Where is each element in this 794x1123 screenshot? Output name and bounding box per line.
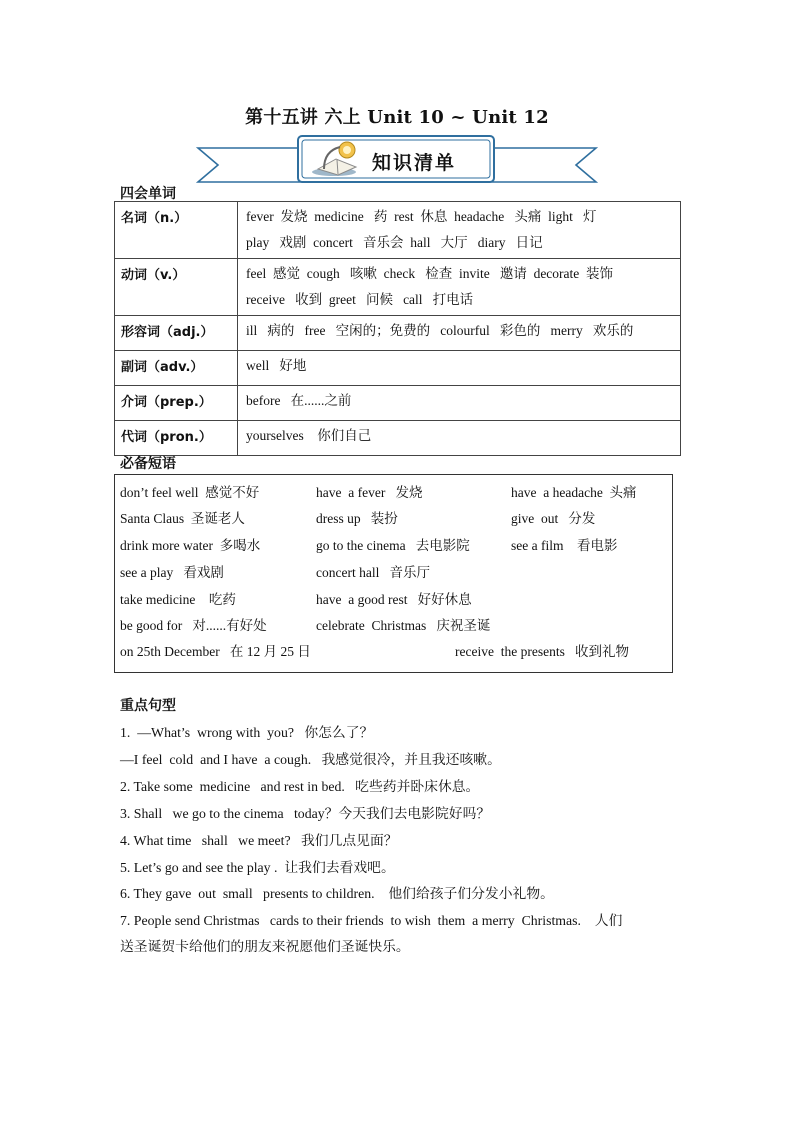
phrase-item: see a film 看电影 — [511, 538, 618, 553]
phrase-item: celebrate Christmas 庆祝圣诞 — [316, 618, 491, 633]
sentence-line: 3. Shall we go to the cinema today？今天我们去电影院好吗？ — [120, 806, 491, 821]
vocab-row-adjective — [115, 316, 681, 351]
pos-label: 介词（prep.） — [115, 386, 238, 421]
vocab-line: receive 收到 greet 问候 call 打电话 — [246, 292, 474, 307]
phrase-item: have a headache 头痛 — [511, 485, 637, 500]
vocab-row-adverb — [115, 351, 681, 386]
phrase-item: dress up 装扮 — [316, 511, 398, 526]
vocab-line: fever 发烧 medicine 药 rest 休息 headache 头痛 light 灯 — [246, 209, 597, 224]
phrase-item: concert hall 音乐厅 — [316, 565, 430, 580]
vocab-row-preposition — [115, 386, 681, 421]
sentence-line: 送圣诞贺卡给他们的朋友来祝愿他们圣诞快乐。 — [120, 939, 410, 954]
page-title: 第十五讲 六上 Unit 10 ~ Unit 12 — [245, 107, 549, 128]
phrase-item: on 25th December 在 12 月 25 日 — [120, 644, 311, 659]
lamp-book-icon — [310, 139, 362, 177]
sentence-line: 5. Let’s go and see the play . 让我们去看戏吧。 — [120, 860, 395, 875]
phrase-item: drink more water 多喝水 — [120, 538, 261, 553]
vocab-line: play 戏剧 concert 音乐会 hall 大厅 diary 日记 — [246, 235, 543, 250]
pos-label: 动词（v.） — [115, 259, 238, 316]
vocabulary-table — [114, 201, 681, 456]
vocab-row-noun — [115, 202, 681, 259]
phrase-item: don’t feel well 感觉不好 — [120, 485, 260, 500]
pos-label: 形容词（adj.） — [115, 316, 238, 351]
vocab-words — [238, 421, 681, 456]
vocabulary-heading: 四会单词 — [120, 186, 176, 202]
vocab-row-verb — [115, 259, 681, 316]
vocab-line: well 好地 — [246, 358, 307, 373]
vocab-words — [238, 259, 681, 316]
pos-label: 副词（adv.） — [115, 351, 238, 386]
banner-label: 知识清单 — [372, 152, 457, 174]
vocab-line: feel 感觉 cough 咳嗽 check 检查 invite 邀请 decorate 装饰 — [246, 266, 614, 281]
phrase-item: be good for 对......有好处 — [120, 618, 267, 633]
phrase-item: have a fever 发烧 — [316, 485, 423, 500]
phrases-heading: 必备短语 — [120, 456, 176, 472]
sentence-line: 4. What time shall we meet? 我们几点见面？ — [120, 833, 398, 848]
sentences-heading: 重点句型 — [120, 698, 176, 714]
phrase-item: take medicine 吃药 — [120, 592, 236, 607]
phrase-item: give out 分发 — [511, 511, 596, 526]
sentence-line: —I feel cold and I have a cough. 我感觉很冷，并且我还咳嗽。 — [120, 752, 501, 767]
vocab-words — [238, 316, 681, 351]
sentence-line: 7. People send Christmas cards to their friends to wish them a merry Christmas. 人们 — [120, 913, 623, 928]
sentence-line: 2. Take some medicine and rest in bed. 吃些药并卧床休息。 — [120, 779, 480, 794]
vocab-line: before 在......之前 — [246, 393, 352, 408]
sentence-line: 1. —What’s wrong with you? 你怎么了？ — [120, 725, 374, 740]
vocab-words — [238, 386, 681, 421]
pos-label: 名词（n.） — [115, 202, 238, 259]
phrase-item: see a play 看戏剧 — [120, 565, 224, 580]
phrase-item: Santa Claus 圣诞老人 — [120, 511, 245, 526]
phrase-item: have a good rest 好好休息 — [316, 592, 472, 607]
vocab-words — [238, 202, 681, 259]
vocab-line: yourselves 你们自己 — [246, 428, 372, 443]
phrase-item: go to the cinema 去电影院 — [316, 538, 470, 553]
vocab-line: ill 病的 free 空闲的；免费的 colourful 彩色的 merry 欢乐的 — [246, 323, 634, 338]
vocab-row-pronoun — [115, 421, 681, 456]
pos-label: 代词（pron.） — [115, 421, 238, 456]
vocab-words — [238, 351, 681, 386]
phrase-item: receive the presents 收到礼物 — [455, 644, 629, 659]
sentence-line: 6. They gave out small presents to children. 他们给孩子们分发小礼物。 — [120, 886, 554, 901]
